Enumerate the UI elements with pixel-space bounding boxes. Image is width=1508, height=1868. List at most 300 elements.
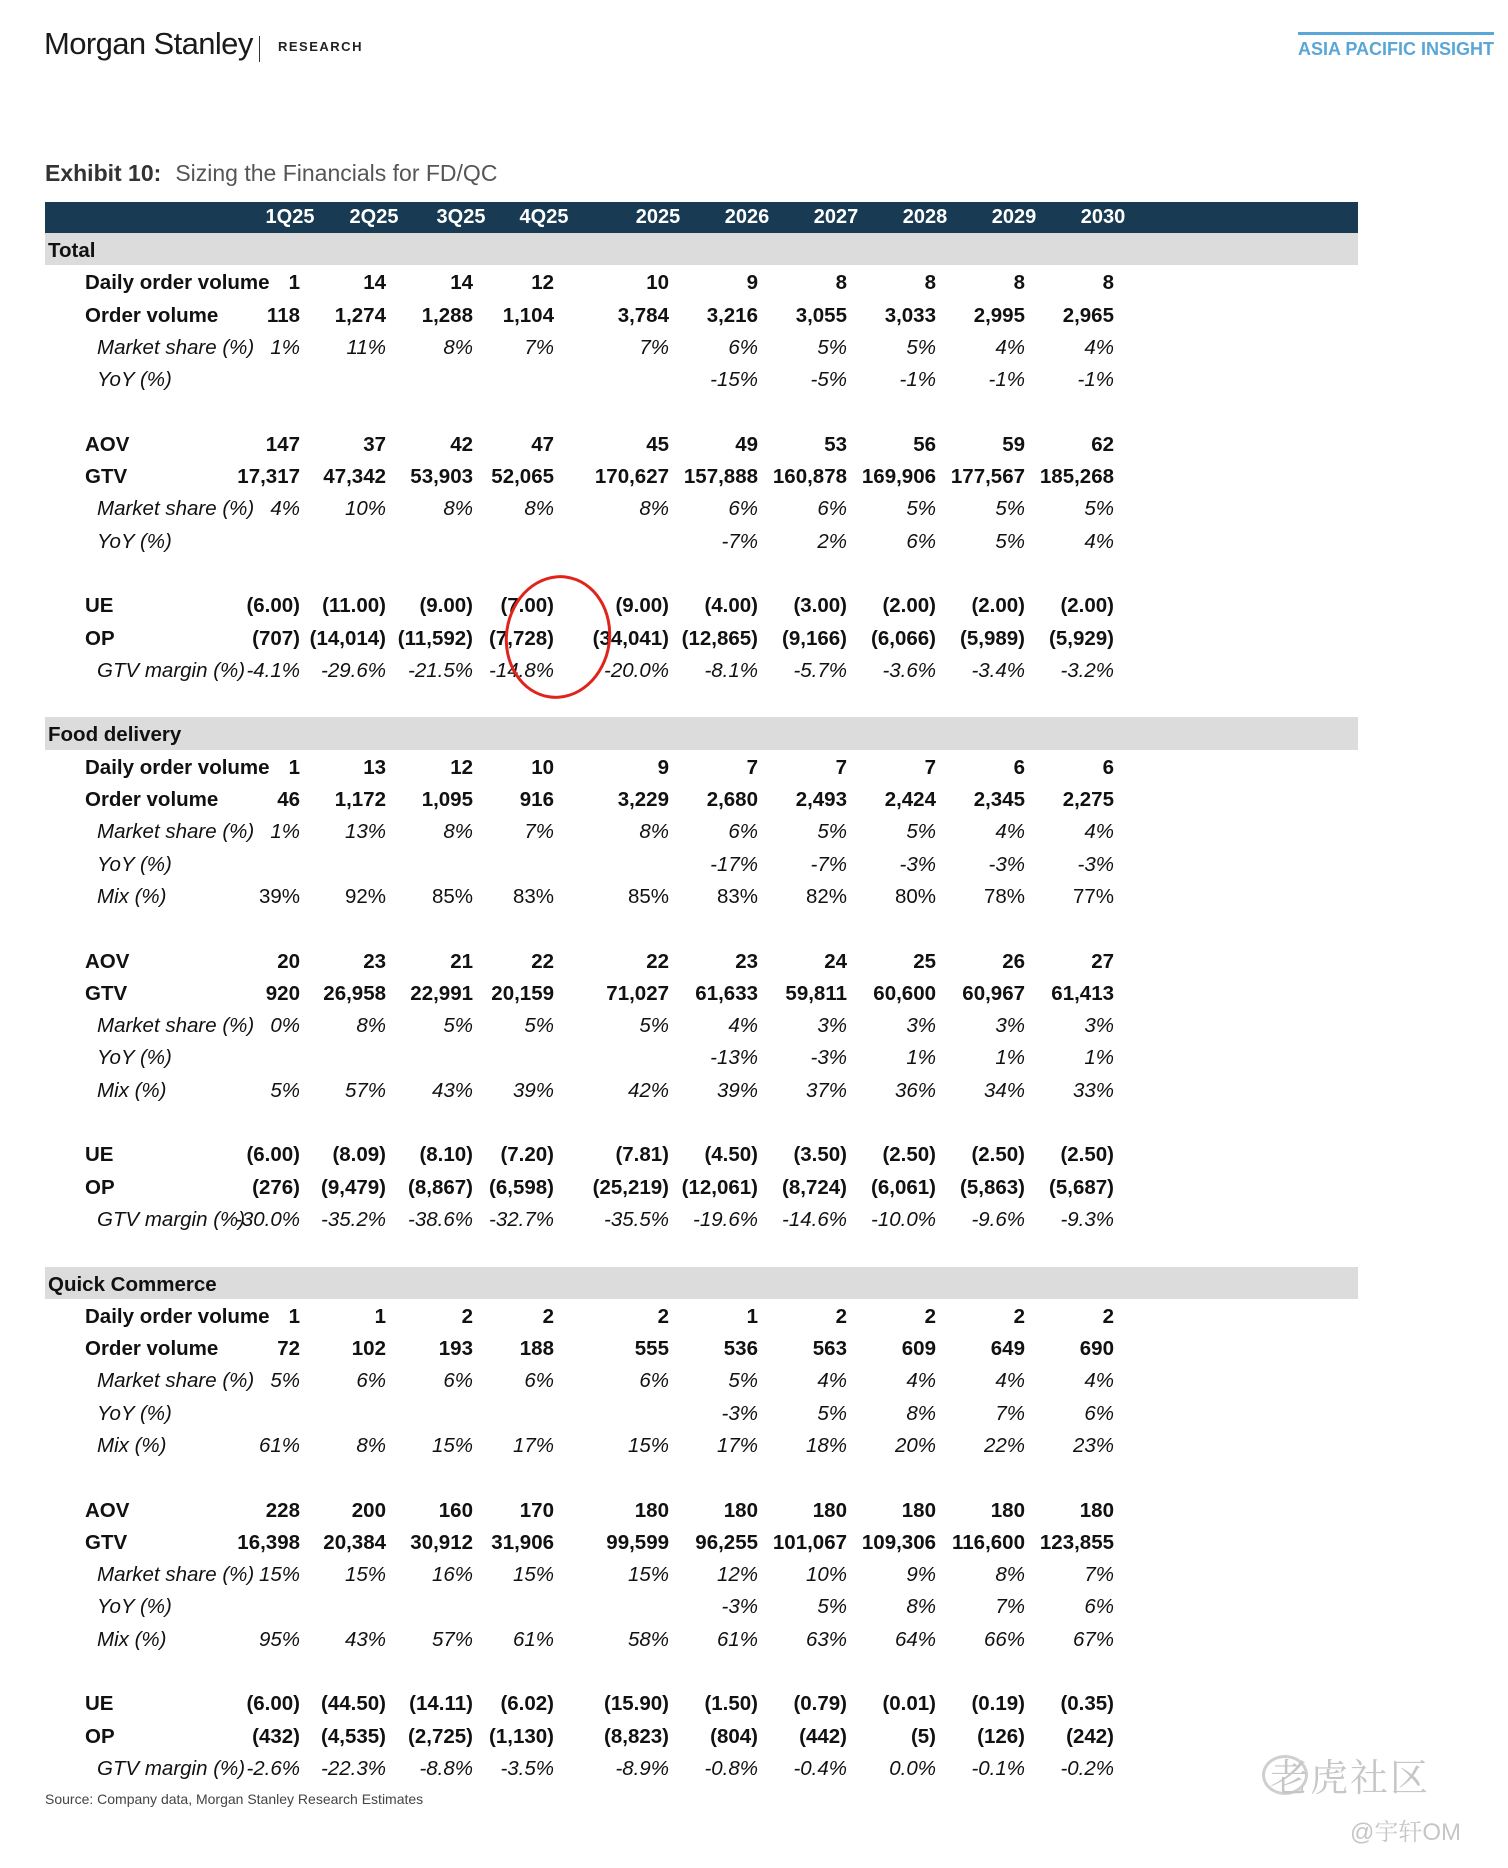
table-row	[45, 1719, 1358, 1751]
table-cell: -38.6%	[408, 1207, 473, 1231]
spacer-row	[45, 556, 1358, 588]
table-cell: (804)	[710, 1724, 758, 1748]
table-cell: 20,384	[323, 1530, 386, 1554]
table-cell: -1%	[988, 368, 1025, 392]
table-cell: 47	[531, 432, 554, 456]
table-row	[45, 1170, 1358, 1202]
table-cell: 4%	[995, 1369, 1025, 1393]
table-cell: 39%	[258, 884, 300, 908]
table-cell: (6,598)	[489, 1175, 554, 1199]
table-cell: 1	[288, 1304, 300, 1328]
table-cell: 2	[1102, 1304, 1114, 1328]
table-cell: (9,479)	[321, 1175, 386, 1199]
table-cell: 5%	[443, 1014, 473, 1038]
financials-table	[45, 202, 1358, 1783]
table-row	[45, 814, 1358, 846]
table-cell: 8	[1013, 271, 1025, 295]
table-row	[45, 330, 1358, 362]
table-cell: 649	[990, 1337, 1025, 1361]
table-cell: 42	[450, 432, 473, 456]
table-cell: 7	[924, 755, 936, 779]
table-row	[45, 1589, 1358, 1621]
table-row	[45, 1331, 1358, 1363]
table-row	[45, 362, 1358, 394]
row-label: YoY (%)	[97, 529, 172, 553]
table-cell: 20%	[894, 1433, 936, 1457]
row-label: Quick Commerce	[48, 1272, 217, 1296]
table-cell: 17%	[716, 1433, 758, 1457]
table-cell: 102	[351, 1337, 386, 1361]
table-cell: 37	[363, 432, 386, 456]
watermark-text: 老虎社区	[1270, 1758, 1431, 1800]
table-cell: 21	[450, 949, 473, 973]
table-cell: 2,965	[1062, 303, 1114, 327]
table-cell: 160,878	[772, 465, 847, 489]
table-cell: (6.00)	[246, 1692, 300, 1716]
table-row	[45, 976, 1358, 1008]
table-cell: (8,867)	[408, 1175, 473, 1199]
table-cell: -22.3%	[321, 1756, 386, 1780]
table-cell: 15%	[258, 1563, 300, 1587]
row-label: Order volume	[85, 1337, 219, 1361]
row-label: OP	[85, 626, 115, 650]
table-cell: -5.7%	[793, 658, 847, 682]
table-cell: 160	[438, 1498, 473, 1522]
table-cell: 7	[835, 755, 847, 779]
table-cell: 13%	[344, 820, 386, 844]
table-cell: 6%	[1084, 1401, 1114, 1425]
table-cell: 2,493	[795, 788, 847, 812]
table-cell: 8	[1102, 271, 1114, 295]
table-cell: (12,061)	[681, 1175, 758, 1199]
table-cell: (7,728)	[489, 626, 554, 650]
table-cell: 101,067	[772, 1530, 847, 1554]
table-cell: 3%	[995, 1014, 1025, 1038]
table-cell: 6	[1102, 755, 1114, 779]
table-cell: 7%	[524, 335, 554, 359]
table-row	[45, 588, 1358, 620]
table-cell: 96,255	[695, 1530, 758, 1554]
table-cell: 169,906	[861, 465, 936, 489]
table-cell: 109,306	[861, 1530, 936, 1554]
table-cell: 3%	[906, 1014, 936, 1038]
table-cell: 5%	[817, 1401, 847, 1425]
table-cell: 58%	[627, 1627, 669, 1651]
table-cell: 8%	[995, 1563, 1025, 1587]
table-cell: -2.6%	[246, 1756, 300, 1780]
spacer-row	[45, 394, 1358, 426]
row-label: AOV	[85, 1498, 130, 1522]
spacer-row	[45, 685, 1358, 717]
table-cell: (12,865)	[681, 626, 758, 650]
table-cell: (7.81)	[615, 1143, 669, 1167]
table-cell: 37%	[805, 1078, 847, 1102]
table-cell: -7%	[721, 529, 758, 553]
table-cell: 42%	[627, 1078, 669, 1102]
column-header: 1Q25	[265, 206, 315, 228]
table-cell: (4.00)	[704, 594, 758, 618]
table-cell: -14.8%	[489, 658, 554, 682]
table-cell: 3%	[817, 1014, 847, 1038]
table-cell: 14	[363, 271, 386, 295]
table-cell: (5,687)	[1049, 1175, 1114, 1199]
table-cell: 72	[277, 1337, 300, 1361]
row-label: GTV	[85, 981, 128, 1005]
row-label: YoY (%)	[97, 852, 172, 876]
table-cell: 20	[277, 949, 300, 973]
table-body	[45, 233, 1358, 1783]
table-cell: (4.50)	[704, 1143, 758, 1167]
table-cell: (9,166)	[782, 626, 847, 650]
section-row	[45, 233, 1358, 265]
row-label: GTV	[85, 465, 128, 489]
table-cell: (2.50)	[971, 1143, 1025, 1167]
table-cell: 690	[1079, 1337, 1114, 1361]
table-cell: 12	[450, 755, 473, 779]
table-cell: -32.7%	[489, 1207, 554, 1231]
table-cell: 22,991	[410, 981, 473, 1005]
table-row	[45, 524, 1358, 556]
table-cell: (5,863)	[960, 1175, 1025, 1199]
table-cell: 6%	[1084, 1595, 1114, 1619]
table-cell: 147	[265, 432, 300, 456]
table-cell: (7.00)	[500, 594, 554, 618]
table-cell: 52,065	[491, 465, 554, 489]
table-cell: 59,811	[785, 981, 847, 1005]
table-cell: 1,104	[502, 303, 554, 327]
table-cell: -1%	[1077, 368, 1114, 392]
table-cell: 2,345	[973, 788, 1025, 812]
section-row	[45, 717, 1358, 749]
table-cell: 118	[266, 303, 300, 327]
table-row	[45, 621, 1358, 653]
table-cell: 10	[531, 755, 554, 779]
table-cell: 61%	[512, 1627, 554, 1651]
table-cell: (15.90)	[604, 1692, 669, 1716]
table-row	[45, 1428, 1358, 1460]
table-cell: 9	[657, 755, 669, 779]
table-cell: 916	[519, 788, 554, 812]
table-cell: 6%	[356, 1369, 386, 1393]
table-cell: 200	[351, 1498, 386, 1522]
table-cell: -3%	[721, 1401, 758, 1425]
table-cell: 6%	[728, 820, 758, 844]
row-label: UE	[85, 1692, 114, 1716]
column-header: 2028	[902, 206, 948, 228]
table-cell: 15%	[431, 1433, 473, 1457]
table-cell: -5%	[810, 368, 847, 392]
column-header: 2027	[813, 206, 859, 228]
spacer-row	[45, 1654, 1358, 1686]
table-cell: 47,342	[323, 465, 386, 489]
table-cell: 1%	[995, 1046, 1025, 1070]
table-row	[45, 1686, 1358, 1718]
table-cell: 17%	[512, 1433, 554, 1457]
table-cell: 3,229	[617, 788, 669, 812]
table-cell: 16%	[431, 1563, 473, 1587]
table-cell: (5)	[910, 1724, 936, 1748]
table-cell: 1,095	[421, 788, 473, 812]
table-cell: 22	[531, 949, 554, 973]
row-label: Market share (%)	[97, 820, 255, 844]
table-cell: 180	[723, 1498, 758, 1522]
table-cell: (5,929)	[1049, 626, 1114, 650]
table-cell: 157,888	[683, 465, 758, 489]
table-cell: 6%	[817, 497, 847, 521]
table-cell: 39%	[716, 1078, 758, 1102]
table-cell: 2,275	[1062, 788, 1114, 812]
table-cell: -35.2%	[321, 1207, 386, 1231]
table-cell: (3.50)	[793, 1143, 847, 1167]
table-cell: 2	[657, 1304, 669, 1328]
table-cell: (5,989)	[960, 626, 1025, 650]
table-cell: (0.79)	[793, 1692, 847, 1716]
table-cell: 5%	[906, 820, 936, 844]
table-cell: (2.00)	[882, 594, 936, 618]
table-cell: 609	[901, 1337, 936, 1361]
table-cell: 11%	[346, 335, 386, 359]
table-cell: 1%	[270, 335, 300, 359]
table-cell: 9	[746, 271, 758, 295]
table-cell: 39%	[512, 1078, 554, 1102]
table-cell: 99,599	[606, 1530, 669, 1554]
asia-pacific-insight-label: ASIA PACIFIC INSIGHT	[1298, 32, 1494, 60]
table-cell: 10%	[344, 497, 386, 521]
table-cell: -35.5%	[604, 1207, 669, 1231]
table-cell: 83%	[512, 884, 554, 908]
table-row	[45, 1396, 1358, 1428]
table-cell: 5%	[639, 1014, 669, 1038]
table-cell: 71,027	[606, 981, 669, 1005]
row-label: YoY (%)	[97, 368, 172, 392]
row-label: Market share (%)	[97, 335, 255, 359]
table-row	[45, 847, 1358, 879]
table-cell: 18%	[805, 1433, 847, 1457]
table-cell: 4%	[728, 1014, 758, 1038]
table-row	[45, 1008, 1358, 1040]
table-cell: 3,784	[617, 303, 669, 327]
table-row	[45, 1751, 1358, 1783]
table-row	[45, 1557, 1358, 1589]
table-cell: 13	[363, 755, 386, 779]
table-cell: (2.50)	[1060, 1143, 1114, 1167]
table-cell: 6%	[906, 529, 936, 553]
row-label: UE	[85, 594, 114, 618]
table-cell: 34%	[983, 1078, 1025, 1102]
row-label: Daily order volume	[85, 1304, 270, 1328]
table-cell: -17%	[710, 852, 758, 876]
table-cell: 1	[746, 1304, 758, 1328]
table-cell: -3%	[899, 852, 936, 876]
table-cell: 24	[824, 949, 847, 973]
table-cell: 57%	[344, 1078, 386, 1102]
table-cell: 170,627	[594, 465, 669, 489]
table-cell: 77%	[1072, 884, 1114, 908]
table-cell: (0.19)	[971, 1692, 1025, 1716]
table-cell: 22	[646, 949, 669, 973]
row-label: GTV margin (%)	[97, 1207, 246, 1231]
table-cell: 7	[746, 755, 758, 779]
table-cell: 26,958	[323, 981, 386, 1005]
table-cell: 4%	[817, 1369, 847, 1393]
table-cell: 5%	[1084, 497, 1114, 521]
table-cell: 2%	[817, 529, 847, 553]
row-label: YoY (%)	[97, 1401, 172, 1425]
table-cell: 23	[735, 949, 758, 973]
watermark-handle: @宇轩OM	[1350, 1819, 1462, 1846]
table-row	[45, 265, 1358, 297]
table-cell: 180	[1079, 1498, 1114, 1522]
table-cell: 8%	[443, 335, 473, 359]
row-label: Food delivery	[48, 723, 182, 747]
table-cell: (44.50)	[321, 1692, 386, 1716]
table-cell: -3.6%	[882, 658, 936, 682]
table-cell: (14,014)	[309, 626, 386, 650]
table-cell: 60,600	[873, 981, 936, 1005]
table-cell: 5%	[270, 1369, 300, 1393]
table-row	[45, 1525, 1358, 1557]
table-row	[45, 1137, 1358, 1169]
table-cell: 170	[519, 1498, 554, 1522]
table-cell: 20,159	[491, 981, 554, 1005]
table-cell: 5%	[728, 1369, 758, 1393]
table-row	[45, 944, 1358, 976]
table-row	[45, 427, 1358, 459]
table-cell: -3%	[721, 1595, 758, 1619]
row-label: OP	[85, 1724, 115, 1748]
table-cell: -13%	[710, 1046, 758, 1070]
table-cell: 6%	[639, 1369, 669, 1393]
table-header-row	[45, 202, 1358, 233]
table-cell: -0.8%	[704, 1756, 758, 1780]
table-cell: -8.9%	[615, 1756, 669, 1780]
table-cell: (1,130)	[489, 1724, 554, 1748]
table-cell: 7%	[995, 1595, 1025, 1619]
exhibit-number: Exhibit 10:	[45, 160, 162, 186]
table-cell: 33%	[1072, 1078, 1114, 1102]
table-cell: 5%	[995, 497, 1025, 521]
table-cell: 2	[835, 1304, 847, 1328]
row-label: GTV margin (%)	[97, 1756, 246, 1780]
table-cell: -10.0%	[871, 1207, 936, 1231]
table-cell: 12%	[716, 1563, 758, 1587]
spacer-row	[45, 1460, 1358, 1492]
table-row	[45, 1363, 1358, 1395]
table-cell: (11,592)	[397, 626, 473, 650]
table-cell: 8%	[356, 1433, 386, 1457]
table-cell: 25	[913, 949, 936, 973]
table-cell: (2,725)	[408, 1724, 473, 1748]
table-cell: 2,680	[706, 788, 758, 812]
table-cell: 60,967	[962, 981, 1025, 1005]
table-cell: 920	[265, 981, 300, 1005]
table-cell: 15%	[512, 1563, 554, 1587]
table-cell: 27	[1091, 949, 1114, 973]
table-cell: 95%	[258, 1627, 300, 1651]
row-label: YoY (%)	[97, 1595, 172, 1619]
table-cell: 5%	[995, 529, 1025, 553]
table-cell: 4%	[1084, 529, 1114, 553]
table-cell: 67%	[1072, 1627, 1114, 1651]
table-cell: 2	[461, 1304, 473, 1328]
table-cell: 8%	[443, 820, 473, 844]
table-cell: 2	[1013, 1304, 1025, 1328]
table-cell: 62	[1091, 432, 1114, 456]
table-cell: 193	[438, 1337, 473, 1361]
table-cell: 4%	[270, 497, 300, 521]
table-cell: 4%	[1084, 1369, 1114, 1393]
table-cell: 1%	[270, 820, 300, 844]
table-cell: 8%	[356, 1014, 386, 1038]
table-cell: 53	[824, 432, 847, 456]
table-cell: 2	[924, 1304, 936, 1328]
table-cell: (6.02)	[500, 1692, 554, 1716]
table-cell: -0.2%	[1060, 1756, 1114, 1780]
table-cell: 3,033	[884, 303, 936, 327]
table-row	[45, 1202, 1358, 1234]
table-cell: 6	[1013, 755, 1025, 779]
column-header: 2029	[991, 206, 1037, 228]
exhibit-title	[45, 160, 497, 187]
table-cell: 83%	[716, 884, 758, 908]
row-label: Order volume	[85, 788, 219, 812]
row-label: Market share (%)	[97, 1563, 255, 1587]
row-label: Market share (%)	[97, 1014, 255, 1038]
table-cell: 8	[924, 271, 936, 295]
table-cell: (432)	[252, 1724, 300, 1748]
table-cell: 46	[277, 788, 300, 812]
table-cell: (9.00)	[419, 594, 473, 618]
table-cell: 5%	[906, 497, 936, 521]
table-cell: 85%	[627, 884, 669, 908]
exhibit-caption: Sizing the Financials for FD/QC	[175, 160, 498, 186]
table-cell: -7%	[810, 852, 847, 876]
morgan-stanley-logo: Morgan Stanley	[44, 26, 253, 61]
table-cell: 555	[634, 1337, 669, 1361]
table-cell: 8%	[906, 1595, 936, 1619]
table-cell: -30.0%	[235, 1207, 300, 1231]
table-cell: -21.5%	[408, 658, 473, 682]
row-label: AOV	[85, 949, 130, 973]
row-label: AOV	[85, 432, 130, 456]
table-cell: 61%	[258, 1433, 300, 1457]
table-cell: 92%	[344, 884, 386, 908]
table-cell: 23%	[1072, 1433, 1114, 1457]
table-cell: (0.01)	[882, 1692, 936, 1716]
table-cell: 7%	[1084, 1563, 1114, 1587]
table-cell: 1	[288, 755, 300, 779]
table-cell: -9.3%	[1060, 1207, 1114, 1231]
research-label: RESEARCH	[278, 39, 363, 54]
table-cell: 56	[913, 432, 936, 456]
row-label: Order volume	[85, 303, 219, 327]
table-cell: -29.6%	[321, 658, 386, 682]
table-cell: -0.4%	[793, 1756, 847, 1780]
spacer-row	[45, 1105, 1358, 1137]
table-cell: 2,995	[973, 303, 1025, 327]
table-row	[45, 782, 1358, 814]
column-header: 2Q25	[349, 206, 399, 228]
table-cell: 4%	[906, 1369, 936, 1393]
table-cell: 4%	[995, 335, 1025, 359]
table-cell: 15%	[627, 1563, 669, 1587]
table-cell: 14	[450, 271, 473, 295]
table-row	[45, 1622, 1358, 1654]
table-cell: 7%	[995, 1401, 1025, 1425]
table-cell: 177,567	[950, 465, 1025, 489]
spacer-row	[45, 911, 1358, 943]
table-cell: 8%	[906, 1401, 936, 1425]
